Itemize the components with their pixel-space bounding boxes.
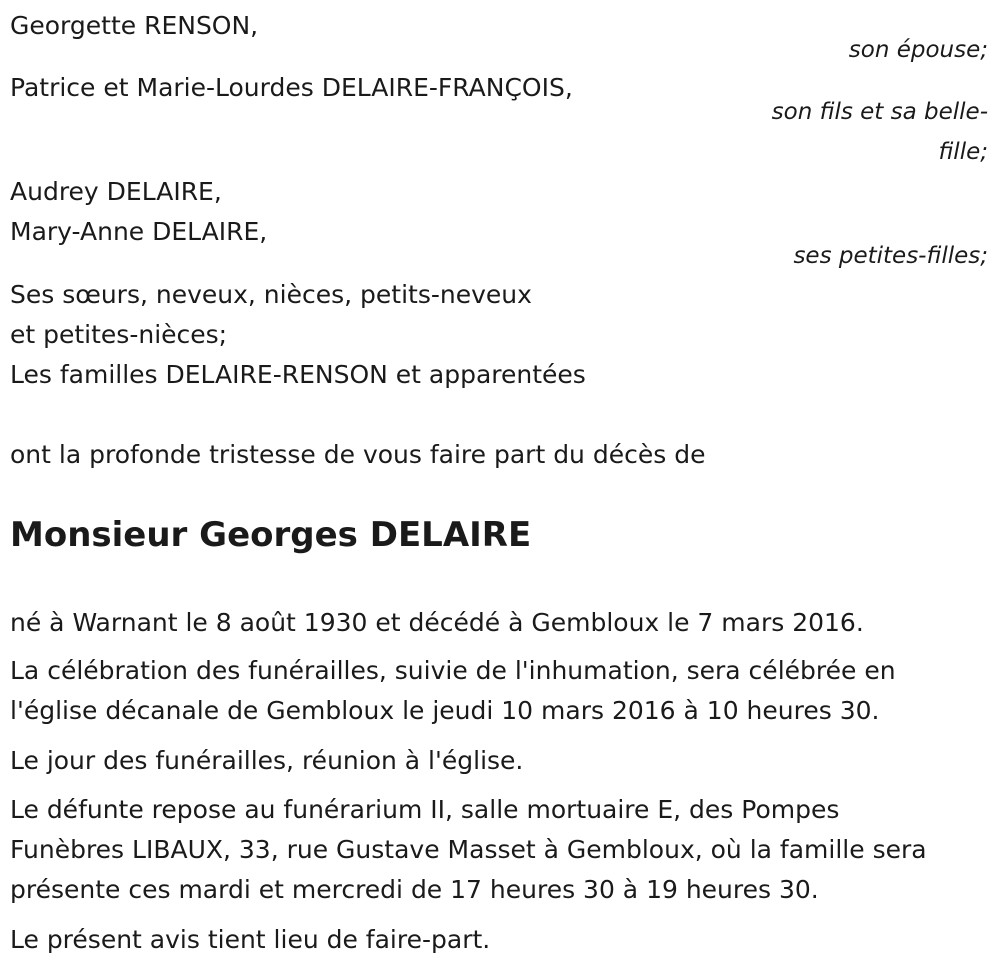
visitation-line3: présente ces mardi et mercredi de 17 heures 30 à 19 heures 30. [10, 875, 819, 904]
families-line: Les familles DELAIRE-RENSON et apparentées [10, 360, 586, 389]
son-names: Patrice et Marie-Lourdes DELAIRE-FRANÇOIS, [10, 73, 573, 102]
ceremony-line1: La célébration des funérailles, suivie de l'inhumation, sera célébrée en [10, 656, 896, 685]
relatives-line2: et petites-nièces; [10, 320, 228, 349]
notice-footer: Le présent avis tient lieu de faire-part. [10, 925, 491, 954]
granddaughter-1: Audrey DELAIRE, [10, 177, 222, 206]
visitation-line1: Le défunte repose au funérarium II, salle mortuaire E, des Pompes [10, 795, 840, 824]
relatives-line1: Ses sœurs, neveux, nièces, petits-neveux [10, 280, 532, 309]
announcement-intro: ont la profonde tristesse de vous faire part du décès de [10, 440, 706, 469]
deceased-name: Monsieur Georges DELAIRE [10, 515, 532, 555]
son-role-line2: fille; [938, 139, 988, 165]
spouse-role: son épouse; [848, 37, 988, 63]
son-role-line1: son fils et sa belle- [771, 99, 988, 125]
visitation-line2: Funèbres LIBAUX, 33, rue Gustave Masset à Gembloux, où la famille sera [10, 835, 927, 864]
granddaughter-2: Mary-Anne DELAIRE, [10, 217, 268, 246]
birth-death-info: né à Warnant le 8 août 1930 et décédé à Gembloux le 7 mars 2016. [10, 608, 864, 637]
granddaughters-role: ses petites-filles; [793, 243, 988, 269]
reunion-info: Le jour des funérailles, réunion à l'église. [10, 746, 524, 775]
ceremony-line2: l'église décanale de Gembloux le jeudi 10 mars 2016 à 10 heures 30. [10, 696, 880, 725]
spouse-name: Georgette RENSON, [10, 11, 259, 40]
